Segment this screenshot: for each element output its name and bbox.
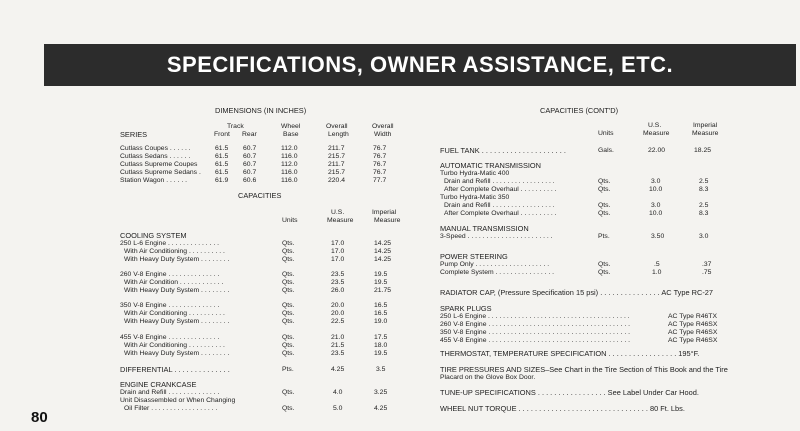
units-cell: Qts. [282, 318, 295, 325]
tire-pressures-line1: TIRE PRESSURES AND SIZES–See Chart in the Tire Section of This Book and the Tire [440, 365, 728, 374]
units-cell: Qts. [282, 310, 295, 317]
units-cell: Qts. [598, 261, 611, 268]
imp-cell: .37 [702, 261, 712, 268]
imp-cell: 14.25 [374, 256, 392, 263]
front-cell: 61.5 [215, 169, 229, 176]
front-cell: 61.5 [215, 145, 229, 152]
units-cell: Qts. [282, 248, 295, 255]
automatic-transmission-title: AUTOMATIC TRANSMISSION [440, 161, 542, 170]
imp-cell: 16.5 [374, 302, 388, 309]
us-cell: 17.0 [331, 248, 345, 255]
us-cell: 3.0 [651, 202, 661, 209]
rear-cell: 60.7 [243, 161, 257, 168]
unit-disassembled-note: Unit Disassembled or When Changing [120, 397, 236, 404]
us-header: U.S. [331, 209, 345, 216]
spark-type-value: AC Type R46SX [668, 329, 718, 336]
rear-cell: 60.7 [243, 169, 257, 176]
rear-cell: 60.7 [243, 153, 257, 160]
length-cell: 211.7 [328, 145, 345, 152]
units-cell: Qts. [598, 186, 611, 193]
imp-cell: 2.5 [699, 178, 709, 185]
wheel-header: Wheel [281, 123, 301, 130]
row-label: With Heavy Duty System . . . . . . . . [124, 318, 230, 325]
us-cell: 26.0 [331, 287, 345, 294]
units-cell: Qts. [282, 240, 295, 247]
rear-cell: 60.6 [243, 177, 257, 184]
imp-cell: 2.5 [699, 202, 709, 209]
row-label: DIFFERENTIAL . . . . . . . . . . . . . . [120, 365, 230, 374]
us-cell: 4.0 [333, 389, 343, 396]
engine-crankcase-title: ENGINE CRANKCASE [120, 380, 197, 389]
row-label: With Heavy Duty System . . . . . . . . [124, 350, 230, 357]
units-header: Units [282, 217, 298, 224]
spark-engine-label: 250 L-6 Engine . . . . . . . . . . . . . . . . . . . . . . . . . . . . . . . . . . . . . . [440, 313, 630, 320]
imp-cell: 4.25 [374, 405, 388, 412]
wheel-nut-torque-row: WHEEL NUT TORQUE . . . . . . . . . . . . . . . . . . . . . . . . . . . . . . . . 80 Ft. Lbs. [440, 404, 685, 413]
overall-width-header: Overall [372, 123, 394, 130]
us-cell: 22.5 [331, 318, 345, 325]
series-cell: Cutlass Supreme Coupes [120, 161, 198, 168]
row-label: 3-Speed . . . . . . . . . . . . . . . . . . . . . . . [440, 233, 553, 240]
row-label: Oil Filter . . . . . . . . . . . . . . . . . . [124, 405, 218, 412]
overall-length-header: Overall [326, 123, 348, 130]
imperial-measure-header: Measure [692, 130, 719, 137]
us-cell: 23.5 [331, 271, 345, 278]
imp-cell: 19.5 [374, 271, 388, 278]
base-cell: 116.0 [281, 177, 298, 184]
base-cell: 112.0 [281, 145, 298, 152]
imp-cell: 14.25 [374, 248, 392, 255]
us-cell: 22.00 [648, 147, 666, 154]
row-label: FUEL TANK . . . . . . . . . . . . . . . . . . . . . [440, 146, 566, 155]
width-cell: 76.7 [373, 169, 387, 176]
imp-cell: 8.3 [699, 210, 709, 217]
imp-cell: 18.0 [374, 342, 388, 349]
row-label: Drain and Refill . . . . . . . . . . . . . . . . . [444, 202, 555, 209]
imp-cell: .75 [702, 269, 712, 276]
units-cell: Qts. [282, 389, 295, 396]
series-header: SERIES [120, 130, 148, 139]
base-header: Base [283, 131, 299, 138]
base-cell: 116.0 [281, 153, 298, 160]
us-cell: 3.50 [651, 233, 665, 240]
page-banner-title: SPECIFICATIONS, OWNER ASSISTANCE, ETC. [44, 44, 796, 86]
units-cell: Qts. [282, 271, 295, 278]
us-cell: 17.0 [331, 256, 345, 263]
front-cell: 61.5 [215, 153, 229, 160]
units-cell: Qts. [598, 210, 611, 217]
us-header: U.S. [648, 122, 662, 129]
us-cell: 20.0 [331, 302, 345, 309]
row-label: With Heavy Duty System . . . . . . . . [124, 287, 230, 294]
series-cell: Cutlass Sedans . . . . . . [120, 153, 191, 160]
length-cell: 215.7 [328, 169, 346, 176]
us-measure-header: Measure [327, 217, 354, 224]
row-label: Complete System . . . . . . . . . . . . . . . . [440, 269, 555, 276]
imp-cell: 19.5 [374, 350, 388, 357]
spark-type-value: AC Type R46SX [668, 337, 718, 344]
spark-engine-label: 455 V-8 Engine . . . . . . . . . . . . . . . . . . . . . . . . . . . . . . . . . . . . . . [440, 337, 631, 344]
units-cell: Qts. [282, 287, 295, 294]
row-label: With Air Condition . . . . . . . . . . . . [124, 279, 224, 286]
us-cell: 5.0 [333, 405, 343, 412]
width-cell: 77.7 [373, 177, 387, 184]
row-label: 260 V-8 Engine . . . . . . . . . . . . . . [120, 271, 220, 278]
units-cell: Qts. [282, 279, 295, 286]
front-cell: 61.9 [215, 177, 229, 184]
rear-header: Rear [242, 131, 257, 138]
row-label: With Air Conditioning . . . . . . . . . . [124, 248, 225, 255]
row-label: 350 V-8 Engine . . . . . . . . . . . . . . [120, 302, 220, 309]
length-cell: 220.4 [328, 177, 346, 184]
tire-pressures-line2: Placard on the Glove Box Door. [440, 374, 536, 381]
row-label: After Complete Overhaul . . . . . . . . . . [444, 210, 557, 217]
turbo-350-label: Turbo Hydra-Matic 350 [440, 194, 510, 201]
width-cell: 76.7 [373, 153, 387, 160]
us-cell: 21.5 [331, 342, 345, 349]
track-header: Track [227, 123, 244, 130]
length-cell: 211.7 [328, 161, 345, 168]
length-cell: 215.7 [328, 153, 346, 160]
capacities-heading: CAPACITIES [238, 191, 282, 200]
imp-cell: 19.5 [374, 279, 388, 286]
front-header: Front [214, 131, 230, 138]
units-header: Units [598, 130, 614, 137]
us-cell: 17.0 [331, 240, 345, 247]
us-measure-header: Measure [643, 130, 670, 137]
imp-cell: 3.0 [699, 233, 709, 240]
units-cell: Qts. [282, 342, 295, 349]
row-label: Drain and Refill . . . . . . . . . . . . . . . . . [444, 178, 555, 185]
units-cell: Qts. [598, 269, 611, 276]
units-cell: Qts. [598, 178, 611, 185]
capacities-contd-heading: CAPACITIES (CONT'D) [540, 106, 619, 115]
imp-cell: 14.25 [374, 240, 392, 247]
imp-cell: 17.5 [374, 334, 388, 341]
page-number: 80 [31, 409, 48, 426]
row-label: After Complete Overhaul . . . . . . . . . . [444, 186, 557, 193]
row-label: Pump Only . . . . . . . . . . . . . . . . . . . . [440, 261, 550, 268]
width-header: Width [374, 131, 392, 138]
cooling-system-title: COOLING SYSTEM [120, 231, 187, 240]
units-cell: Pts. [598, 233, 610, 240]
turbo-400-label: Turbo Hydra-Matic 400 [440, 170, 510, 177]
imperial-header: Imperial [372, 209, 397, 216]
row-label: 250 L-6 Engine . . . . . . . . . . . . . . [120, 240, 219, 247]
power-steering-title: POWER STEERING [440, 252, 508, 261]
us-cell: 10.0 [649, 210, 663, 217]
series-cell: Cutlass Supreme Sedans . [120, 169, 201, 176]
length-header: Length [328, 131, 349, 138]
spark-engine-label: 260 V-8 Engine . . . . . . . . . . . . . . . . . . . . . . . . . . . . . . . . . . . . . . [440, 321, 631, 328]
tune-up-row: TUNE-UP SPECIFICATIONS . . . . . . . . . . . . . . . . . See Label Under Car Hood. [440, 388, 699, 397]
manual-transmission-title: MANUAL TRANSMISSION [440, 224, 529, 233]
imp-cell: 3.25 [374, 389, 388, 396]
imp-cell: 19.0 [374, 318, 388, 325]
spark-type-value: AC Type R46SX [668, 321, 718, 328]
us-cell: 4.25 [331, 366, 345, 373]
us-cell: .5 [654, 261, 660, 268]
units-cell: Qts. [282, 302, 295, 309]
series-cell: Cutlass Coupes . . . . . . [120, 145, 191, 152]
units-cell: Qts. [282, 350, 295, 357]
us-cell: 1.0 [652, 269, 662, 276]
base-cell: 112.0 [281, 161, 298, 168]
imperial-header: Imperial [693, 122, 718, 129]
thermostat-row: THERMOSTAT, TEMPERATURE SPECIFICATION . . . . . . . . . . . . . . . . . 195°F. [440, 349, 700, 358]
units-cell: Qts. [282, 334, 295, 341]
us-cell: 20.0 [331, 310, 345, 317]
series-cell: Station Wagon . . . . . . [120, 177, 187, 184]
us-cell: 23.5 [331, 279, 345, 286]
us-cell: 21.0 [331, 334, 345, 341]
units-cell: Qts. [282, 405, 295, 412]
units-cell: Gals. [598, 147, 614, 154]
imp-cell: 8.3 [699, 186, 709, 193]
spark-plugs-title: SPARK PLUGS [440, 304, 492, 313]
row-label: With Air Conditioning . . . . . . . . . . [124, 310, 225, 317]
us-cell: 3.0 [651, 178, 661, 185]
row-label: With Heavy Duty System . . . . . . . . [124, 256, 230, 263]
imp-cell: 18.25 [694, 147, 712, 154]
imp-cell: 21.75 [374, 287, 392, 294]
spark-type-value: AC Type R46TX [668, 313, 717, 320]
rear-cell: 60.7 [243, 145, 257, 152]
imp-cell: 3.5 [376, 366, 386, 373]
width-cell: 76.7 [373, 145, 387, 152]
dimensions-heading: DIMENSIONS (IN INCHES) [215, 106, 307, 115]
width-cell: 76.7 [373, 161, 387, 168]
base-cell: 116.0 [281, 169, 298, 176]
imp-cell: 16.5 [374, 310, 388, 317]
units-cell: Qts. [282, 256, 295, 263]
row-label: With Air Conditioning . . . . . . . . . . [124, 342, 225, 349]
units-cell: Qts. [598, 202, 611, 209]
radiator-cap-row: RADIATOR CAP, (Pressure Specification 15 psi) . . . . . . . . . . . . . . . AC Type RC-27 [440, 288, 713, 297]
row-label: 455 V-8 Engine . . . . . . . . . . . . . . [120, 334, 220, 341]
units-cell: Pts. [282, 366, 294, 373]
us-cell: 10.0 [649, 186, 663, 193]
row-label: Drain and Refill . . . . . . . . . . . . . . [120, 389, 220, 396]
front-cell: 61.5 [215, 161, 229, 168]
spark-engine-label: 350 V-8 Engine . . . . . . . . . . . . . . . . . . . . . . . . . . . . . . . . . . . . . . [440, 329, 631, 336]
us-cell: 23.5 [331, 350, 345, 357]
imperial-measure-header: Measure [374, 217, 401, 224]
